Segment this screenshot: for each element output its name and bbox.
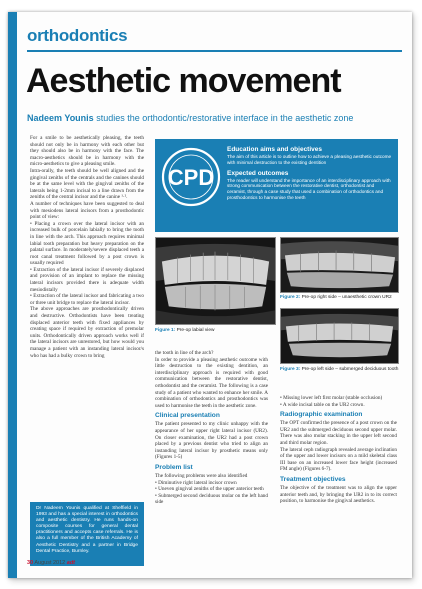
cpd-logo bbox=[161, 147, 221, 207]
bullet-item: • Diminutive right lateral incisor crown bbox=[155, 479, 237, 486]
cpd-outcomes-title: Expected outcomes bbox=[227, 169, 289, 177]
figure-2-photo bbox=[280, 237, 399, 293]
subheading-treatment-objectives: Treatment objectives bbox=[280, 475, 346, 483]
caption-text: Pre-op left side – submerged deciduous tooth bbox=[300, 367, 399, 372]
bullet-item: • Uneven gingival zeniths of the upper anterior teeth bbox=[155, 486, 264, 493]
byline bbox=[27, 113, 407, 123]
paragraph: The OPT confirmed the presence of a post crown on the UR2 and the submerged deciduous second upper molar. There was also molar stacking in the upper left second and third molar region. bbox=[280, 420, 397, 446]
issue-date: August 2012 bbox=[33, 560, 67, 566]
cpd-aims-title: Education aims and objectives bbox=[227, 146, 322, 153]
paragraph: • Extraction of the lateral incisor and fabricating a two or three unit bridge to replace the lateral incisor. bbox=[30, 293, 144, 306]
cpd-text bbox=[227, 146, 393, 205]
bullet-item: • Submerged second deciduous molar on the left hand side bbox=[155, 492, 268, 506]
body-column-2 bbox=[155, 350, 268, 506]
figure-1-caption bbox=[155, 328, 276, 334]
bullet-item: • A wide incisal table on the UR2 crown. bbox=[280, 401, 365, 408]
caption-text: Pre-op right side – unaesthetic crown UR2 bbox=[300, 295, 392, 300]
paragraph: • Extraction of the lateral incisor if severely displaced and provision of an implant to replace the missing lateral incisors provided there is adequate width mesiodistally bbox=[30, 266, 144, 293]
paragraph: The above approaches are prosthodontically driven and destructive. Orthodontists have been treating displaced anterior teeth with fixed appliances by creating space if required by extraction of premolar units. Orthodontically driven approach works well if the lateral incisors are unrestored, but how would you manage a patient with an instanding lateral incisor/s who has had a bulky crown to bring bbox=[30, 306, 144, 359]
author-bio-box: Dr Nadeem Younis qualified at Sheffield in 1993 and has a special interest in orthodontics and aesthetic dentistry. He runs hands-on composite courses for general dental practitioners and accepts case referrals. He is also a full member of the British Academy of Aesthetic Dentistry and a partner in Bridge Dental Practice, Burnley. bbox=[30, 502, 144, 566]
paragraph: the tooth in line of the arch? bbox=[155, 350, 214, 356]
paragraph: For a smile to be aesthetically pleasing, the teeth should not only be in harmony with each other but they should also be in harmony with the face. The macro-aesthetics should be in harmony with the micro-aesthetics to give a pleasing smile. bbox=[30, 135, 144, 168]
brand-mark: adt bbox=[66, 560, 76, 566]
section-label: orthodontics bbox=[27, 26, 128, 45]
author-name: Nadeem Younis bbox=[27, 113, 94, 123]
figure-3-photo bbox=[280, 308, 399, 364]
figure-2-caption bbox=[280, 295, 400, 301]
paragraph: A number of techniques have been suggested to deal with mesiodens lateral incisors from a prosthodontic point of view: bbox=[30, 200, 144, 221]
caption-label: Figure 1: bbox=[155, 328, 176, 333]
caption-text: Pre-op labial view bbox=[175, 328, 215, 333]
paragraph: The following problems were also identified bbox=[155, 472, 248, 479]
figure-3-caption bbox=[280, 367, 400, 373]
paragraph: The objective of the treatment was to align the upper anterior teeth and, by bringing the UR2 in to its correct position, to harmonise the gingival aesthetics. bbox=[280, 484, 397, 505]
figure-1-photo bbox=[155, 237, 276, 325]
article-headline: Aesthetic movement bbox=[26, 62, 341, 100]
page-number: 30 bbox=[27, 560, 34, 566]
body-column-1 bbox=[30, 135, 144, 359]
cpd-box bbox=[155, 139, 398, 232]
subheading-problem-list: Problem list bbox=[155, 463, 193, 471]
cpd-logo-text: CPD bbox=[167, 165, 215, 190]
paragraph: The lateral ceph radiograph revealed average inclination of the upper and lower incisors on a mild skeletal class III base on an increased lower face height (increased FM angle) (Figures 6-7). bbox=[280, 446, 397, 473]
paragraph: The patient presented to my clinic unhappy with the appearance of her upper right lateral incisor (UR2). On closer examination, the UR2 had a post crown placed by a previous dentist who tried to align an instanding lateral incisor by prosthetic means only (Figures 1-5) bbox=[155, 421, 268, 461]
paragraph: In order to provide a pleasing aesthetic outcome with little destruction to the existing dentition, an interdisciplinary approach is required with good communication between the restorative dentist, orthodontist and the ceramist. The following is a case study of a patient who wanted to enhance her smile. A combination of orthodontics and prosthodontics was used to harmonise the teeth in the aesthetic zone. bbox=[155, 356, 268, 409]
section-rule bbox=[27, 50, 402, 52]
page-footer bbox=[27, 560, 75, 566]
paragraph: Intra-orally, the teeth should be well aligned and the gingival zeniths of the centrals and the canines should be at the same level with the gingival zeniths of the laterals being 1-2mm incisal to a line drawn from the zeniths of the central incisor and the canine ¹·². bbox=[30, 167, 144, 201]
cpd-aims-text: The aim of this article is to outline how to achieve a pleasing aesthetic outcome with minimal destruction to the existing dentition bbox=[227, 154, 392, 165]
caption-label: Figure 2: bbox=[280, 295, 301, 300]
caption-label: Figure 3: bbox=[280, 367, 301, 372]
paragraph: • Placing a crown over the lateral incisor with an increased bulk of porcelain labially to bring the tooth in line with the arch. This approach requires minimal labial tooth preparation but heavy preparation on the palatal surface. In moderately/severe displaced teeth a root canal treatment followed by a post crown is usually required bbox=[30, 220, 144, 267]
subheading-clinical-presentation: Clinical presentation bbox=[155, 412, 220, 420]
cpd-outcomes-text: The reader will understand the importance of an interdisciplinary approach with strong communication between the restorative dentist, orthodontist and ceramist, through a case study that used a combination of orthodontics and prosthodontics to harmonise the teeth bbox=[227, 177, 391, 200]
bullet-item: • Missing lower left first molar (stable occlusion) bbox=[280, 395, 383, 401]
subheading-radiographic-examination: Radiographic examination bbox=[280, 411, 363, 419]
byline-text: studies the orthodontic/restorative interface in the aesthetic zone bbox=[93, 113, 354, 123]
body-column-3 bbox=[280, 395, 397, 505]
magazine-page bbox=[8, 12, 412, 578]
accent-rail bbox=[8, 12, 17, 578]
